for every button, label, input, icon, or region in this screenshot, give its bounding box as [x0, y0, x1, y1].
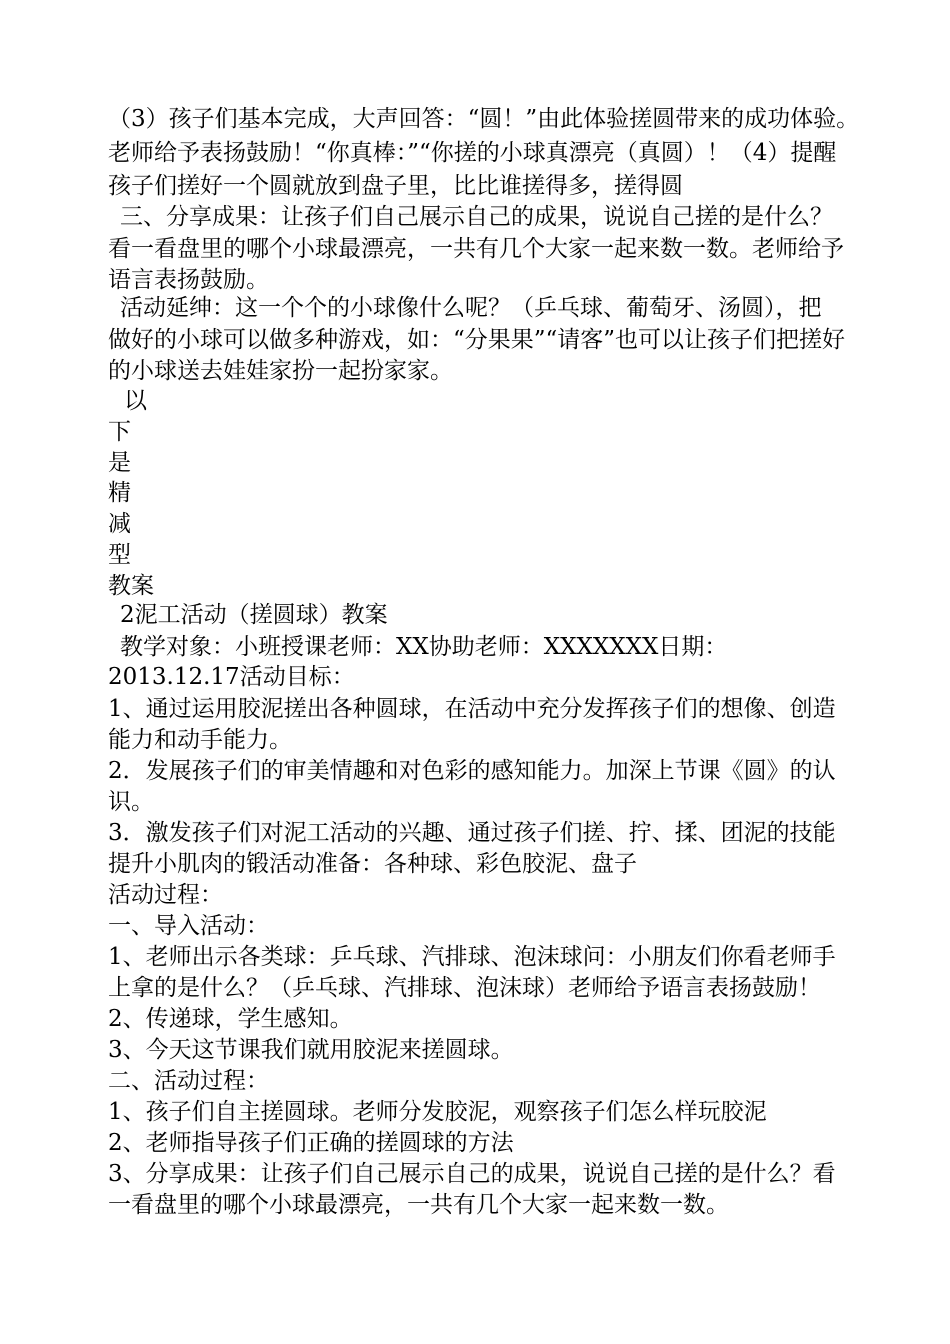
text-line: 2、老师指导孩子们正确的搓圆球的方法 [108, 1130, 514, 1156]
text-line: 一看盘里的哪个小球最漂亮，一共有几个大家一起来数一数。 [108, 1192, 729, 1218]
text-line: 孩子们搓好一个圆就放到盘子里，比比谁搓得多，搓得圆 [108, 173, 683, 199]
text-line: 语言表扬鼓励。 [108, 267, 269, 293]
text-line: 1、孩子们自主搓圆球。老师分发胶泥，观察孩子们怎么样玩胶泥 [108, 1099, 767, 1125]
vertical-char: 型 [108, 542, 131, 568]
vertical-char: 是 [108, 450, 131, 476]
lesson-title: 2泥工活动（搓圆球）教案 [120, 602, 388, 628]
text-line: 2．发展孩子们的审美情趣和对色彩的感知能力。加深上节课《圆》的认 [108, 758, 836, 784]
text-line: （3）孩子们基本完成，大声回答：“圆！”由此体验搓圆带来的成功体验。 [108, 106, 860, 132]
vertical-char: 下 [108, 419, 131, 445]
vertical-char: 减 [108, 511, 131, 537]
text-line: 提升小肌肉的锻活动准备：各种球、彩色胶泥、盘子 [108, 851, 637, 877]
text-line: 上拿的是什么？（乒乓球、汽排球、泡沫球）老师给予语言表扬鼓励！ [108, 975, 821, 1001]
text-line: 活动延绅：这一个个的小球像什么呢？（乒乓球、葡萄牙、汤圆），把 [120, 295, 822, 321]
vertical-char: 精 [108, 480, 131, 506]
vertical-char: 教案 [108, 573, 154, 599]
vertical-char: 以 [124, 388, 147, 414]
section-heading-line: 三、分享成果：让孩子们自己展示自己的成果，说说自己搓的是什么？ [120, 204, 833, 230]
text-line: 1、通过运用胶泥搓出各种圆球，在活动中充分发挥孩子们的想像、创造 [108, 696, 836, 722]
text-line: 2、传递球，学生感知。 [108, 1006, 353, 1032]
text-line: 3、分享成果：让孩子们自己展示自己的成果，说说自己搓的是什么？看 [108, 1161, 836, 1187]
text-line: 2013.12.17活动目标： [108, 664, 355, 690]
section-heading-line: 二、活动过程： [108, 1068, 269, 1094]
text-line: 教学对象：小班授课老师：XX协助老师：XXXXXXX日期： [120, 634, 728, 660]
text-line: 能力和动手能力。 [108, 727, 292, 753]
text-line: 的小球送去娃娃家扮一起扮家家。 [108, 358, 453, 384]
text-line: 3、今天这节课我们就用胶泥来搓圆球。 [108, 1037, 514, 1063]
section-heading-line: 一、导入活动： [108, 913, 269, 939]
text-line: 做好的小球可以做多种游戏，如：“分果果”“请客”也可以让孩子们把搓好 [108, 327, 846, 353]
text-line: 1、老师出示各类球：乒乓球、汽排球、泡沫球问：小朋友们你看老师手 [108, 944, 836, 970]
text-line: 看一看盘里的哪个小球最漂亮，一共有几个大家一起来数一数。老师给予 [108, 236, 844, 262]
text-line: 活动过程： [108, 882, 223, 908]
text-line: 识。 [108, 789, 154, 815]
text-line: 3．激发孩子们对泥工活动的兴趣、通过孩子们搓、拧、揉、团泥的技能 [108, 820, 836, 846]
text-line: 老师给予表扬鼓励！“你真棒：”“你搓的小球真漂亮（真圆）！（4）提醒 [108, 140, 837, 166]
